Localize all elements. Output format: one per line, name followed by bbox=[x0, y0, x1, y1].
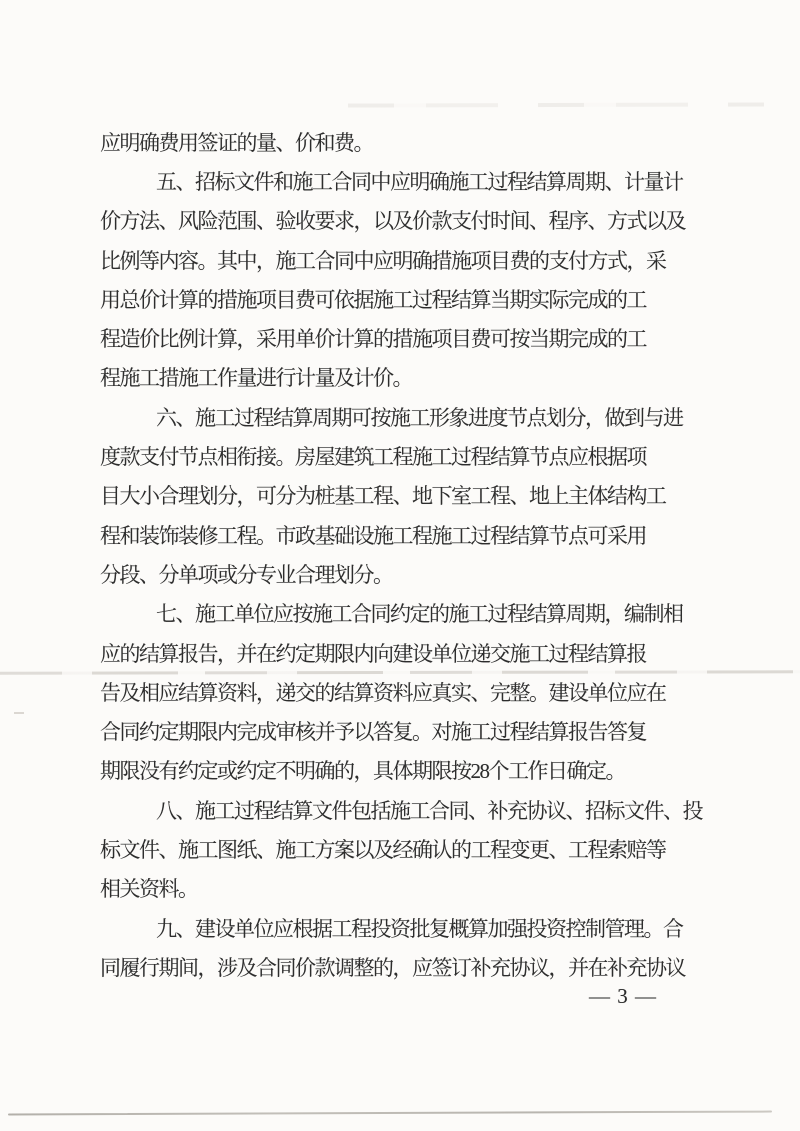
text-line: 程施工措施工作量进行计量及计价。 bbox=[100, 366, 412, 391]
text-line: 合同约定期限内完成审核并予以答复。对施工过程结算报告答复 bbox=[100, 720, 646, 745]
text-line: 用总价计算的措施项目费可依据施工过程结算当期实际完成的工 bbox=[100, 287, 646, 312]
text-line: 期限没有约定或约定不明确的，具体期限按28个工作日确定。 bbox=[100, 759, 625, 784]
scan-artifact-top-smudge bbox=[348, 102, 764, 107]
text-line: 分段、分单项或分专业合理划分。 bbox=[100, 562, 393, 587]
text-line: 六、施工过程结算周期可按施工形象进度节点划分，做到与进 bbox=[156, 405, 683, 430]
text-line: 八、施工过程结算文件包括施工合同、补充协议、招标文件、投 bbox=[156, 798, 702, 823]
text-line: 程造价比例计算，采用单价计算的措施项目费可按当期完成的工 bbox=[100, 327, 646, 352]
text-line: 九、建设单位应根据工程投资批复概算加强投资控制管理。合 bbox=[156, 916, 683, 941]
text-line: 七、施工单位应按施工合同约定的施工过程结算周期，编制相 bbox=[156, 602, 683, 627]
document-body-text bbox=[100, 122, 720, 987]
text-line: 度款支付节点相衔接。房屋建筑工程施工过程结算节点应根据项 bbox=[100, 445, 646, 470]
scan-artifact-footer-rule bbox=[8, 1111, 772, 1116]
page-number: — 3 — bbox=[589, 984, 657, 1008]
text-line: 标文件、施工图纸、施工方案以及经确认的工程变更、工程索赔等 bbox=[100, 837, 666, 862]
text-line: 五、招标文件和施工合同中应明确施工过程结算周期、计量计 bbox=[156, 169, 683, 194]
text-line: 程和装饰装修工程。市政基础设施工程施工过程结算节点可采用 bbox=[100, 523, 646, 548]
text-line: 相关资料。 bbox=[100, 877, 198, 902]
text-line: 同履行期间，涉及合同价款调整的，应签订补充协议，并在补充协议 bbox=[100, 955, 685, 980]
scan-artifact-speck bbox=[14, 712, 24, 714]
text-line: 告及相应结算资料，递交的结算资料应真实、完整。建设单位应在 bbox=[100, 680, 666, 705]
text-line: 价方法、风险范围、验收要求，以及价款支付时间、程序、方式以及 bbox=[100, 209, 685, 234]
text-line: 应明确费用签证的量、价和费。 bbox=[100, 130, 373, 155]
text-line: 比例等内容。其中，施工合同中应明确措施项目费的支付方式，采 bbox=[100, 248, 666, 273]
text-line: 目大小合理划分，可分为桩基工程、地下室工程、地上主体结构工 bbox=[100, 484, 666, 509]
text-line: 应的结算报告，并在约定期限内向建设单位递交施工过程结算报 bbox=[100, 641, 646, 666]
